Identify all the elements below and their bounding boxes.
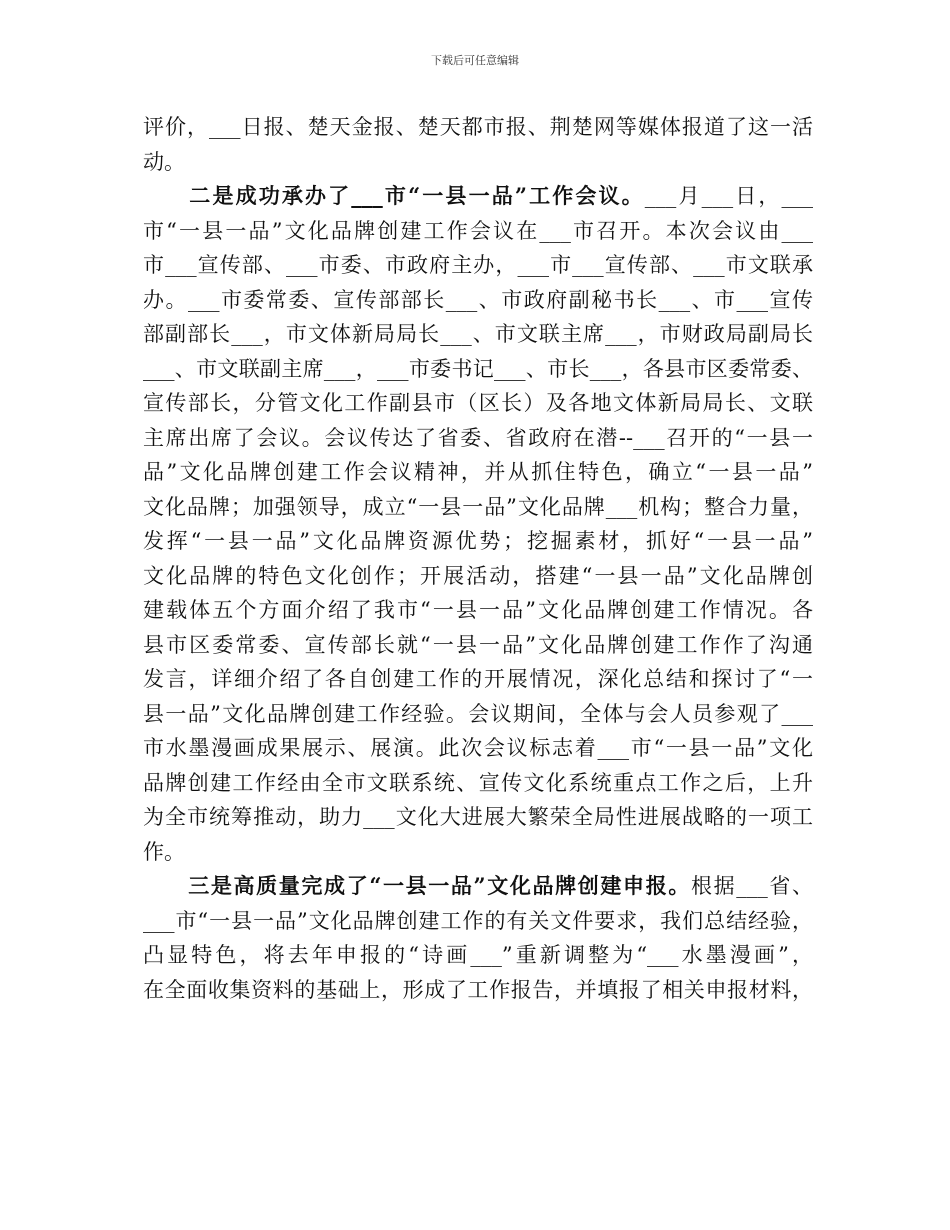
line-text: 动。 <box>143 149 185 174</box>
text-line <box>143 697 813 732</box>
line-text: 作。 <box>143 839 185 864</box>
text-line <box>143 593 813 628</box>
text-line <box>143 490 813 525</box>
line-text: 建载体五个方面介绍了我市“一县一品”文化品牌创建工作情况。各 <box>143 598 813 622</box>
line-text: 发言，详细介绍了各自创建工作的开展情况，深化总结和探讨了“一 <box>143 667 813 691</box>
text-line <box>143 800 813 835</box>
line-text: 县一品”文化品牌创建工作经验。会议期间，全体与会人员参观了___ <box>143 701 813 726</box>
line-text: 部副部长___，市文体新局局长___、市文联主席___，市财政局副局长 <box>143 322 813 346</box>
line-text: 品”文化品牌创建工作会议精神，并从抓住特色，确立“一县一品” <box>143 460 813 484</box>
line-text: 评价，___日报、楚天金报、楚天都市报、荆楚网等媒体报道了这一活 <box>143 115 813 139</box>
line-text: 文化品牌；加强领导，成立“一县一品”文化品牌___机构；整合力量， <box>143 494 813 519</box>
text-line <box>143 455 813 490</box>
text-line <box>143 662 813 697</box>
line-text: 市___宣传部、___市委、市政府主办，___市___宣传部、___市文联承 <box>143 253 813 277</box>
line-text: 为全市统筹推动，助力___文化大进展大繁荣全局性进展战略的一项工 <box>143 805 813 829</box>
text-line <box>143 110 813 145</box>
line-text: 市“一县一品”文化品牌创建工作会议在___市召开。本次会议由___ <box>143 218 813 243</box>
line-text: ___市“一县一品”文化品牌创建工作的有关文件要求，我们总结经验， <box>143 908 813 933</box>
line-text: 凸显特色，将去年申报的“诗画___”重新调整为“___水墨漫画”， <box>143 943 813 967</box>
text-line <box>143 731 813 766</box>
text-line <box>143 283 813 318</box>
document-body <box>143 110 813 1007</box>
line-text: 办。___市委常委、宣传部部长___、市政府副秘书长___、市___宣传 <box>143 287 813 312</box>
text-line <box>143 559 813 594</box>
text-line <box>143 869 813 904</box>
line-text: 发挥“一县一品”文化品牌资源优势；挖掘素材，抓好“一县一品” <box>143 529 813 553</box>
text-line <box>143 214 813 249</box>
line-text: 品牌创建工作经由全市文联系统、宣传文化系统重点工作之后，上升 <box>143 770 813 795</box>
text-line <box>143 938 813 973</box>
text-line <box>143 524 813 559</box>
line-text: 市水墨漫画成果展示、展演。此次会议标志着___市“一县一品”文化 <box>143 736 813 760</box>
text-line <box>143 973 813 1008</box>
line-text: 县市区委常委、宣传部长就“一县一品”文化品牌创建工作作了沟通 <box>143 632 813 657</box>
page-header: 下载后可任意编辑 <box>431 54 519 67</box>
section-heading: 三是高质量完成了“一县一品”文化品牌创建申报。 <box>188 873 691 898</box>
line-text: 在全面收集资料的基础上，形成了工作报告，并填报了相关申报材料， <box>143 977 813 1002</box>
line-text: 文化品牌的特色文化创作；开展活动，搭建“一县一品”文化品牌创 <box>143 563 813 588</box>
text-line <box>143 766 813 801</box>
text-line <box>143 352 813 387</box>
line-text: ___、市文联副主席___，___市委书记___、市长___，各县市区委常委、 <box>143 356 813 381</box>
section-heading: 二是成功承办了___市“一县一品”工作会议。 <box>189 183 645 208</box>
text-line <box>143 145 813 180</box>
text-line <box>143 179 813 214</box>
text-line <box>143 628 813 663</box>
text-line <box>143 835 813 870</box>
line-text: 宣传部长，分管文化工作副县市（区长）及各地文体新局局长、文联 <box>143 391 813 415</box>
text-line <box>143 421 813 456</box>
text-line <box>143 904 813 939</box>
text-line <box>143 317 813 352</box>
line-text: 主席出席了会议。会议传达了省委、省政府在潜--___召开的“一县一 <box>143 425 813 450</box>
line-text: ___月___日，___ <box>644 184 814 208</box>
text-line <box>143 248 813 283</box>
text-line <box>143 386 813 421</box>
line-text: 根据___省、 <box>690 874 813 898</box>
